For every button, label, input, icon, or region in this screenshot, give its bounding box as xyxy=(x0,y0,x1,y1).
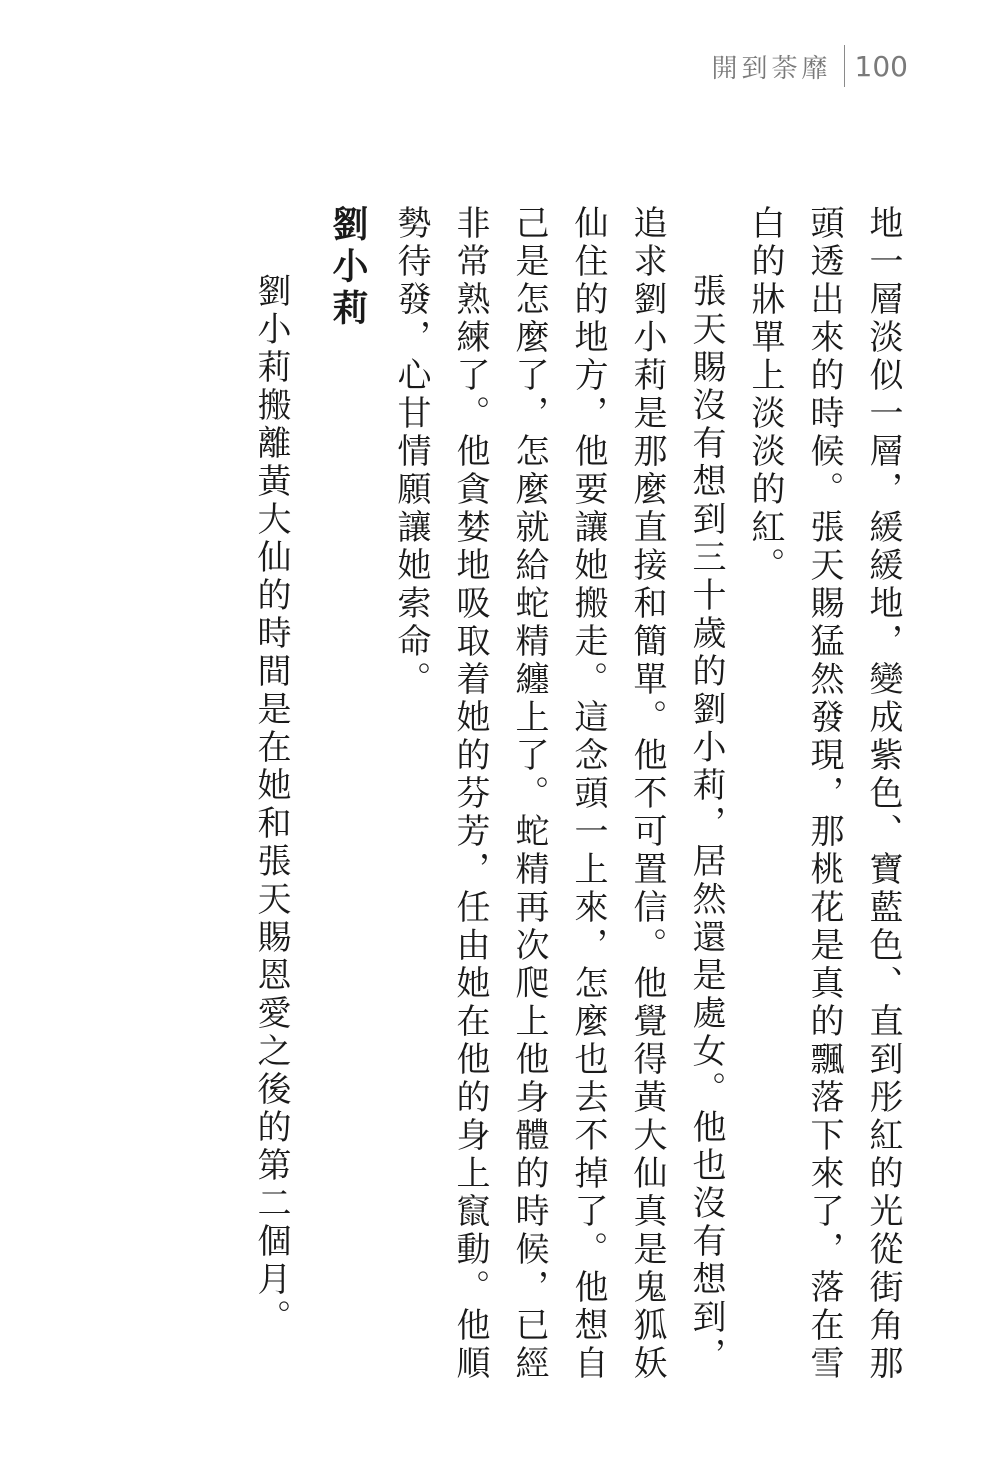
paragraph-continued: 地一層淡似一層，緩緩地，變成紫色、寶藍色、直到彤紅的光從街角那頭透出來的時候。張天賜猛然發現，那桃花是真的飄落下來了，落在雪白的牀單上淡淡的紅。 xyxy=(745,205,903,1383)
section-heading: 劉小莉 xyxy=(327,205,368,331)
paragraph: 張天賜沒有想到三十歲的劉小莉，居然還是處女。他也沒有想到，追求劉小莉是那麼直接和簡單。他不可置信。他覺得黃大仙真是鬼狐妖仙住的地方，他要讓她搬走。這念頭一上來，怎麼也去不掉了。他想自己是怎麼了，怎麼就給蛇精纏上了。蛇精再次爬上他身體的時候，已經非常熟練了。他貪婪地吸取着她的芬芳，任由她在他的身上竄動。他順勢待發，心甘情願讓她索命。 xyxy=(391,205,726,1383)
running-header xyxy=(712,44,908,88)
section-paragraph: 劉小莉搬離黃大仙的時間是在她和張天賜恩愛之後的第二個月。 xyxy=(251,273,291,1337)
page-number: 100 xyxy=(854,49,908,83)
book-title: 開到荼靡 xyxy=(711,53,832,84)
vertical-text-body xyxy=(241,205,912,1385)
